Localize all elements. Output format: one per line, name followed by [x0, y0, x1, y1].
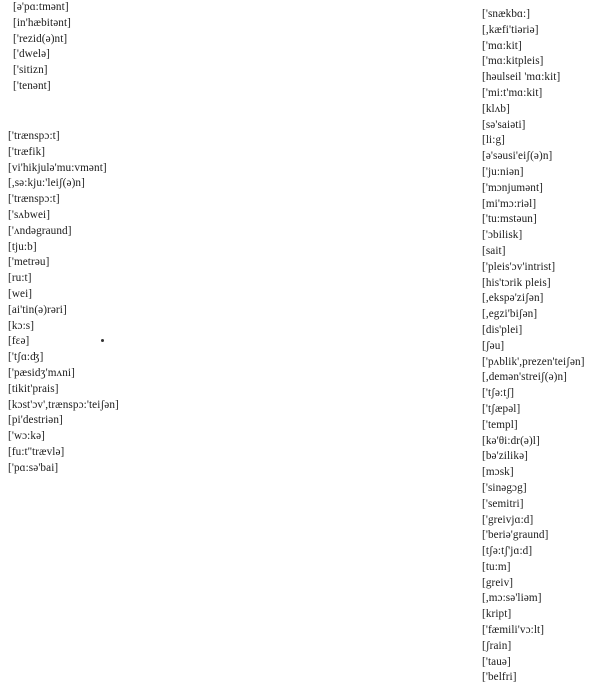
transcription-entry: ['træfik] — [8, 145, 46, 158]
transcription-entry: ['sinəgɔg] — [482, 481, 527, 494]
transcription-entry: ['tʃæpəl] — [482, 402, 521, 415]
transcription-entry: [fu:t''trævlə] — [8, 445, 65, 458]
transcription-entry: [kript] — [482, 608, 512, 621]
transcription-entry: [klʌb] — [482, 102, 510, 115]
transcription-entry: [tʃə:tʃ'jɑ:d] — [482, 545, 533, 558]
transcription-entry: ['belfri] — [482, 671, 517, 684]
transcription-entry: ['trænspɔ:t] — [8, 193, 60, 206]
transcription-entry: [sait] — [482, 244, 506, 257]
transcription-entry: [tju:b] — [8, 240, 37, 253]
transcription-entry: [ai'tin(ə)rəri] — [8, 303, 67, 316]
transcription-entry: ['mi:t'mɑ:kit] — [482, 86, 543, 99]
transcription-entry: [,kæfi'tiəriə] — [482, 23, 539, 36]
transcription-entry: ['sitizn] — [13, 64, 48, 77]
transcription-entry: ['ju:niən] — [482, 165, 524, 178]
transcription-entry: [mɔsk] — [482, 466, 514, 479]
transcription-entry: [,ekspə'ziʃən] — [482, 292, 544, 305]
transcription-entry: [kɔ:s] — [8, 319, 35, 332]
transcription-entry: ['mɔnjumənt] — [482, 181, 543, 194]
transcription-entry: ['greivjɑ:d] — [482, 513, 534, 526]
transcription-entry: [mi'mɔ:riəl] — [482, 197, 537, 210]
transcription-entry: ['beriə'graund] — [482, 529, 549, 542]
transcription-entry: [dis'plei] — [482, 323, 523, 336]
transcription-entry: ['wɔ:kə] — [8, 430, 45, 443]
transcription-entry: ['tʃə:tʃ] — [482, 387, 515, 400]
transcription-entry: [fɛə] — [8, 335, 30, 348]
transcription-entry: ['tenənt] — [13, 79, 51, 92]
transcription-entry: ['pæsidʒ'mʌni] — [8, 366, 75, 379]
transcription-entry: [tu:m] — [482, 560, 511, 573]
transcription-entry: ['trænspɔ:t] — [8, 130, 60, 142]
transcription-entry: ['snækbɑ:] — [482, 8, 531, 20]
transcription-entry: [,demən'streiʃ(ə)n] — [482, 371, 567, 384]
transcription-column-places — [482, 7, 585, 686]
transcription-entry: ['sʌbwei] — [8, 208, 51, 221]
transcription-entry: ['ʌndəgraund] — [8, 224, 72, 237]
transcription-entry: ['pʌblik',prezen'teiʃən] — [482, 355, 585, 368]
transcription-entry: ['pleis'ɔv'intrist] — [482, 260, 556, 273]
transcription-entry: ['metrəu] — [8, 256, 50, 269]
transcription-entry: [ə'pɑ:tmənt] — [13, 1, 69, 13]
transcription-entry: ['mɑ:kitpleis] — [482, 55, 544, 68]
transcription-entry: [,egzi'biʃən] — [482, 308, 538, 321]
transcription-entry: [li:g] — [482, 134, 505, 147]
transcription-entry: ['rezid(ə)nt] — [13, 32, 68, 45]
transcription-entry: ['dwelə] — [13, 48, 50, 61]
transcription-entry: [kɔst'ɔv',trænspɔ:'teiʃən] — [8, 398, 119, 411]
transcription-entry: [,mɔ:sə'liəm] — [482, 592, 542, 605]
transcription-entry: [vi'hikjulə'mu:vmənt] — [8, 161, 107, 174]
transcription-entry: [kə'θi:dr(ə)l] — [482, 434, 540, 447]
transcription-entry: ['templ] — [482, 418, 518, 431]
transcription-column-housing — [13, 0, 71, 95]
transcription-entry: ['tauə] — [482, 655, 511, 668]
transcription-entry: [wei] — [8, 287, 33, 300]
transcription-entry: [his'tɔrik pleis] — [482, 276, 551, 289]
transcription-entry: [ru:t] — [8, 272, 32, 285]
transcription-entry: [in'hæbitənt] — [13, 16, 72, 29]
transcription-entry: [tikit'prais] — [8, 382, 59, 395]
scan-speck — [101, 339, 104, 342]
transcription-entry: [sə'saiəti] — [482, 118, 526, 131]
transcription-entry: ['semitri] — [482, 497, 524, 510]
transcription-entry: ['mɑ:kit] — [482, 39, 522, 52]
transcription-entry: ['tu:mstəun] — [482, 213, 537, 226]
transcription-entry: [greiv] — [482, 576, 514, 589]
transcription-column-transport — [8, 129, 119, 477]
transcription-entry: [,sə:kju:'leiʃ(ə)n] — [8, 177, 85, 190]
transcription-entry: [ʃrain] — [482, 639, 512, 652]
transcription-entry: [ʃəu] — [482, 339, 505, 352]
transcription-entry: [pi'destriən] — [8, 414, 63, 427]
transcription-entry: ['ɔbilisk] — [482, 229, 523, 242]
transcription-entry: ['pɑ:sə'bai] — [8, 461, 59, 474]
transcription-entry: [bə'zilikə] — [482, 450, 528, 463]
transcription-entry: [həulseil 'mɑ:kit] — [482, 71, 561, 84]
transcription-entry: [ə'səusi'eiʃ(ə)n] — [482, 150, 553, 163]
transcription-entry: ['tʃɑ:ʤ] — [8, 351, 44, 364]
transcription-entry: ['fæmili'vɔ:lt] — [482, 624, 545, 637]
